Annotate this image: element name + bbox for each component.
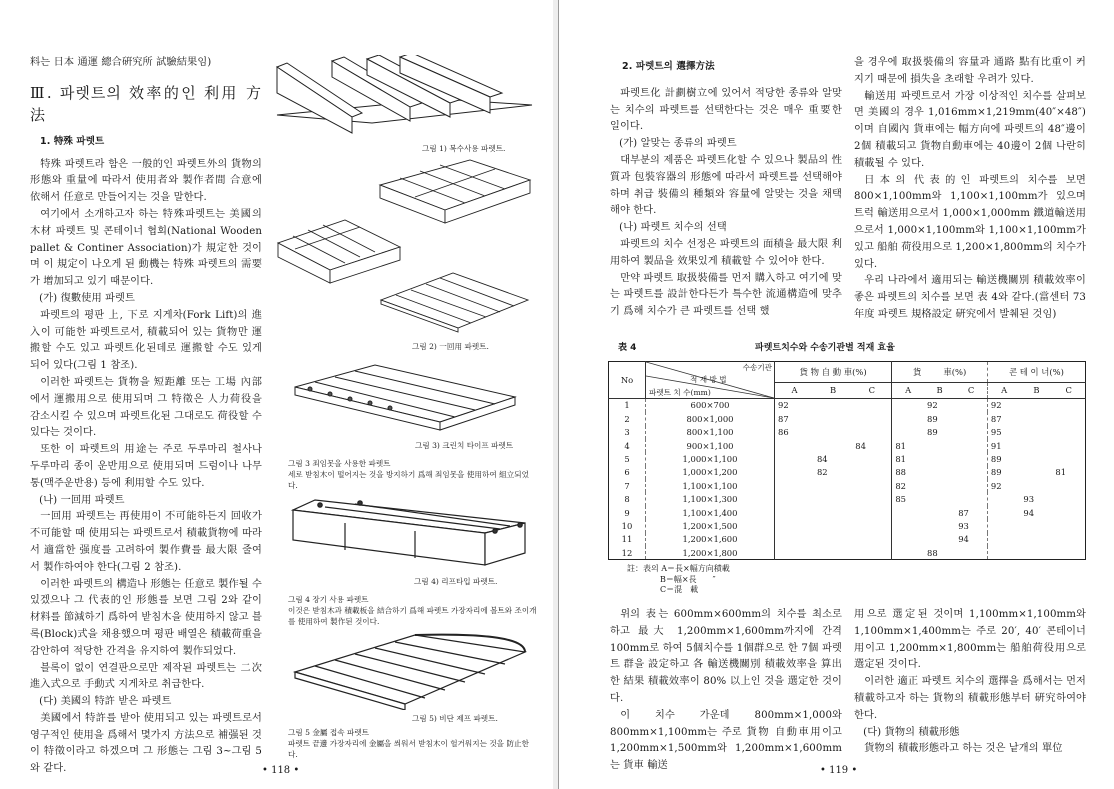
cell-efficiency [1052, 452, 1085, 465]
figure-3-caption: 그림 3) 크린치 타이프 파렛트 [415, 441, 514, 450]
cell-efficiency [955, 479, 987, 492]
figure-4-note-title: 그림 4 장기 사용 파렛트 [288, 595, 369, 604]
cell-efficiency [1020, 479, 1052, 492]
cell-efficiency: 81 [892, 439, 924, 452]
cell-no: 1 [624, 400, 630, 411]
figure-5-note [288, 727, 538, 760]
right-column-1-after-table [610, 607, 842, 775]
table-row [609, 439, 1086, 452]
figure-5-caption: 그림 5) 비단 제프 파렛트. [412, 714, 498, 723]
cell-no: 11 [621, 534, 633, 545]
cell-efficiency [852, 519, 892, 532]
paragraph: 美國에서 特許를 받아 使用되고 있는 파렛트로서 영구적인 使用을 爲해서 몇가지 方法으로 補强된 것이 特徵이라고 하겠으며 그 形態는 그림 3~그림 5와 같다. [30, 712, 262, 775]
cell-efficiency: 81 [1055, 467, 1067, 478]
paragraph: 輸送用 파렛트로서 가장 이상적인 치수를 살펴보면 美國의 경우 1,016mm×1,219mm(40″×48″)이며 自國內 貨車에는 幅方向에 파렛트의 48″邊이 2個 積載되고 貨物自動車에는 40邊이 2個 나란히 積載될 수 있다. [854, 90, 1086, 169]
cell-efficiency [1020, 452, 1052, 465]
subheader-a: A [775, 382, 814, 398]
cell-size: 800×1,000 [646, 412, 775, 425]
cell-no: 3 [624, 427, 630, 438]
cell-efficiency [924, 533, 955, 546]
cell-efficiency [1052, 439, 1085, 452]
cell-size: 1,000×1,200 [646, 466, 775, 479]
cell-efficiency: 92 [775, 398, 814, 412]
cell-size: 1,200×1,500 [646, 519, 775, 532]
header-pallet-size: 파렛트 치 수(mm) [649, 387, 711, 397]
cell-efficiency [814, 492, 852, 505]
right-column-1 [610, 55, 842, 321]
subheader-c: C [1052, 382, 1085, 398]
paragraph: 特殊 파렛트라 함은 一般的인 파렛트外의 貨物의 形態와 重量에 따라서 使用者와 製作者間 合意에 依해서 任意로 만들어지는 것을 말한다. [30, 158, 262, 204]
cell-efficiency [1020, 412, 1052, 425]
header-no: No [609, 361, 646, 398]
cell-efficiency [852, 506, 892, 519]
subheader-b: B [924, 382, 955, 398]
cell-no: 10 [621, 520, 633, 531]
cell-efficiency [955, 398, 987, 412]
cell-efficiency [892, 426, 924, 439]
cell-efficiency [775, 519, 814, 532]
header-transport: 수송기관 [742, 362, 772, 372]
cell-efficiency [1052, 398, 1085, 412]
cell-efficiency [852, 412, 892, 425]
cell-efficiency [1052, 479, 1085, 492]
cell-efficiency [1020, 533, 1052, 546]
cell-no: 9 [624, 507, 630, 518]
cell-efficiency: 92 [987, 479, 1020, 492]
cell-efficiency [955, 426, 987, 439]
cell-efficiency [955, 466, 987, 479]
cell-efficiency [892, 506, 924, 519]
left-text-column [30, 55, 262, 778]
paragraph: 위의 表는 600mm×600mm의 치수를 최소로 하고 最大 1,200mm×1,600mm까지에 간격 100mm로 하여 5個치수를 1個群으로 한 7個 파렛트 群을 設定하고 各 輸送機關別 積載效率을 算出한 結果 積載效率이 80% 以上인 것을 選定한 것이다. [610, 608, 842, 704]
cell-no: 4 [624, 440, 630, 451]
cell-no: 5 [624, 454, 630, 464]
cell-efficiency: 82 [892, 479, 924, 492]
cell-size: 1,100×1,300 [646, 492, 775, 505]
paragraph: 또한 이 파렛트의 用途는 주로 두루마리 철사나 두루마리 종이 운반用으로 使用되며 드럼이나 나무통(맥주운반용) 등에 利用할 수도 있다. [30, 444, 262, 489]
cell-efficiency [852, 426, 892, 439]
subheader-b: B [814, 382, 852, 398]
cell-efficiency: 93 [1023, 494, 1035, 505]
cell-efficiency [852, 492, 892, 505]
cell-efficiency: 91 [987, 439, 1020, 452]
figure-4-note-body: 이것은 받침木과 積載板을 結合하기 爲해 파렛트 가장자리에 볼트와 조이개를 使用하여 製作된 것이다. [288, 606, 537, 626]
page-number-right: • 119 • [820, 765, 858, 776]
right-column-2-after-table [854, 607, 1086, 758]
table-row [609, 492, 1086, 505]
note-b: B＝幅×長 ″ [660, 574, 716, 584]
cell-efficiency [775, 466, 814, 479]
cell-size: 1,200×1,600 [646, 533, 775, 546]
cell-efficiency [814, 519, 852, 532]
cell-efficiency [1052, 546, 1085, 560]
subheading: (가) 알맞는 종류의 파렛트 [619, 138, 737, 150]
table-body [609, 398, 1086, 560]
cell-efficiency: 87 [775, 412, 814, 425]
cell-efficiency [987, 519, 1020, 532]
cell-efficiency [1020, 426, 1052, 439]
cell-efficiency: 95 [987, 426, 1020, 439]
figure-3-note [288, 458, 538, 491]
cell-efficiency: 94 [1023, 507, 1035, 518]
cell-efficiency [1052, 426, 1085, 439]
cell-efficiency [852, 546, 892, 560]
cell-efficiency [1020, 546, 1052, 560]
table-notes [627, 564, 1086, 596]
cell-efficiency: 88 [892, 466, 924, 479]
table-row [609, 398, 1086, 412]
cell-size: 800×1,100 [646, 426, 775, 439]
cell-efficiency [1052, 519, 1085, 532]
cell-efficiency [892, 533, 924, 546]
paragraph: 여기에서 소개하고자 하는 特殊파렛트는 美國의 木材 파렛트 및 콘테이너 협회(National Wooden pallet & Continer Association)가 規定한 것이며 이 規定이 나오게 된 動機는 特殊 파렛트의 需要가 增加되고 있기 때문이다. [30, 208, 262, 288]
cell-efficiency: 89 [926, 413, 938, 424]
subheading: (나) 파렛트 치수의 선택 [619, 222, 727, 234]
header-truck: 貨 物 自 動 車(%) [775, 361, 892, 382]
cell-efficiency [987, 492, 1020, 505]
table-row [609, 506, 1086, 519]
left-page [0, 0, 553, 789]
subheader-b: B [1020, 382, 1052, 398]
table-row [609, 426, 1086, 439]
cell-efficiency [955, 452, 987, 465]
left-paragraphs [30, 157, 262, 778]
cell-efficiency: 84 [816, 454, 828, 464]
header-container: 콘 테 이 너(%) [987, 361, 1085, 382]
subheader-c: C [955, 382, 987, 398]
cell-efficiency [924, 439, 955, 452]
cell-efficiency [852, 398, 892, 412]
figure-4-long-use-pallet-illustration [285, 495, 535, 570]
paragraph: 파렛트의 평판 上, 下로 지게차(Fork Lift)의 進入이 可能한 파렛트로서, 積載되어 있는 貨物만 運搬할 수도 있고 파렛트化된데로 運搬할 수도 있게 되어 있다(그림 1 참조). [30, 309, 262, 372]
paragraph: 블록이 없이 연결판으로만 제작된 파렛트는 二次 進入式으로 手動式 지게차로 취급한다. [30, 662, 262, 691]
cell-efficiency [987, 533, 1020, 546]
cell-efficiency [814, 533, 852, 546]
cell-efficiency [775, 506, 814, 519]
cell-no: 6 [624, 467, 630, 478]
figure-4-note [288, 594, 538, 627]
cell-efficiency [955, 412, 987, 425]
cell-efficiency: 81 [892, 452, 924, 465]
paragraph: 이 치수 가운데 800mm×1,000와 800mm×1,100mm는 주로 貨物 自動車用이고 1,200mm×1,500mm와 1,200mm×1,600mm는 貨車 輸送 [610, 709, 842, 772]
cell-efficiency [852, 452, 892, 465]
subheader-a: A [892, 382, 924, 398]
cell-efficiency [1052, 412, 1085, 425]
section-heading: 1. 特殊 파렛트 [40, 135, 105, 147]
cell-size: 900×1,100 [646, 439, 775, 452]
cell-efficiency [955, 546, 987, 560]
paragraph: 이러한 適正 파렛트 치수의 選擇을 爲해서는 먼저 積載하고자 하는 貨物의 積載形態부터 硏究하여야 한다. [854, 676, 1086, 721]
paragraph: 대부분의 제품은 파렛트化할 수 있으나 製品의 性質과 包裝容器의 形態에 따라서 파렛트를 선택해야 하며 취급 裝備의 種類와 容量에 알맞는 것을 채택해야 한다. [610, 154, 842, 217]
header-loading-method: 적 재 방 법 [690, 374, 727, 384]
cell-efficiency [987, 506, 1020, 519]
right-column-2-after-paragraphs [854, 607, 1086, 758]
cell-efficiency [775, 439, 814, 452]
table-row [609, 412, 1086, 425]
figure-4-caption: 그림 4) 리프타입 파렛트. [414, 577, 498, 586]
cell-efficiency [775, 533, 814, 546]
pallet-efficiency-table [608, 361, 1086, 561]
note-a: 註：表의 A＝長×幅方向積載 [627, 564, 730, 574]
figure-5-note-body: 파렛트 끝邊 가장자리에 金屬을 씌워서 받침木이 헐거워지는 것을 防止한다. [288, 739, 529, 759]
table-label: 表 4 [618, 342, 637, 353]
cell-efficiency [1052, 506, 1085, 519]
cell-efficiency [924, 452, 955, 465]
intro-line: 料는 日本 通運 總合硏究所 試驗結果임) [30, 57, 212, 68]
cell-efficiency [852, 479, 892, 492]
cell-efficiency [924, 466, 955, 479]
cell-efficiency [1052, 533, 1085, 546]
right-page-content [610, 55, 1086, 775]
right-page [558, 0, 1114, 789]
cell-efficiency [892, 398, 924, 412]
cell-efficiency: 82 [816, 467, 828, 478]
right-column-2-paragraphs [854, 55, 1086, 324]
cell-efficiency [814, 479, 852, 492]
cell-no: 12 [621, 547, 633, 558]
paragraph: 이러한 파렛트는 貨物을 短距離 또는 工場 內部에서 運搬用으로 使用되며 그 特徵은 人力荷役을 감소시킬 수 있으며 파렛트化된 그대로도 荷役할 수 있다는 것이다. [30, 376, 262, 439]
table-row [609, 519, 1086, 532]
paragraph: 이러한 파렛트의 構造나 形態는 任意로 製作될 수 있겠으나 그 代表的인 形態를 보면 그림 2와 같이 材料를 節減하기 爲하여 받침木을 使用하지 않고 블록(Block)式을 채용했으며 평판 배열은 積載荷重을 감안하여 적당한 간격을 유지하여 製作되었다. [30, 578, 262, 657]
cell-efficiency: 86 [775, 426, 814, 439]
cell-efficiency [814, 439, 852, 452]
cell-efficiency: 89 [926, 427, 938, 438]
subheading: (가) 復數使用 파렛트 [39, 292, 135, 304]
cell-efficiency [814, 506, 852, 519]
subheading: (다) 美國의 特許 받은 파렛트 [39, 696, 172, 708]
figure-5-metal-edge-pallet-illustration [285, 632, 535, 710]
cell-no: 8 [624, 494, 630, 505]
figure-3-note-body: 세로 받침木이 떨어지는 것을 방지하기 爲해 죄임못을 使用하여 組立되었다. [288, 470, 529, 490]
cell-size: 600×700 [646, 398, 775, 412]
cell-efficiency [852, 466, 892, 479]
right-upper-columns [610, 55, 1086, 324]
cell-efficiency: 87 [958, 507, 969, 518]
paragraph: 貨物의 積載形態라고 하는 것은 낱개의 單位 [864, 743, 1063, 755]
cell-size: 1,200×1,800 [646, 546, 775, 560]
cell-size: 1,000×1,100 [646, 452, 775, 465]
figure-3-note-title: 그림 3 죄임못을 사용한 파렛트 [288, 459, 391, 468]
header-freight-car: 貨 車(%) [892, 361, 988, 382]
cell-efficiency [987, 546, 1020, 560]
cell-efficiency [1020, 439, 1052, 452]
cell-efficiency [892, 412, 924, 425]
table-heading [610, 341, 1086, 355]
cell-efficiency [814, 412, 852, 425]
paragraph: 우리 나라에서 適用되는 輸送機關別 積載效率이 좋은 파렛트의 치수를 보면 表 4와 같다.(當센터 73年度 파렛트 規格設定 硏究에서 발췌된 것임) [854, 275, 1086, 320]
paragraph: 日本의 代表的인 파렛트의 치수를 보면 800×1,100mm와 1,100×1,100mm가 있으며 트럭 輸送用으로서 1,000×1,000mm 鐵道輸送用으로서 1,000×1,100mm와 1,100×1,100mm가 있고 船舶 荷役用으로 1,200×1,800mm의 치수가 있다. [854, 174, 1086, 270]
table-row [609, 466, 1086, 479]
cell-efficiency: 88 [926, 547, 938, 558]
paragraph: 을 경우에 取扱裝備의 容量과 通路 點有比重이 커지기 때문에 損失을 초래할 우려가 있다. [854, 57, 1086, 85]
section-heading-2: 2. 파렛트의 選擇方法 [622, 61, 715, 72]
table-row [609, 533, 1086, 546]
cell-efficiency [775, 479, 814, 492]
cell-efficiency [814, 426, 852, 439]
paragraph: 一回用 파렛트는 再使用이 不可能하든지 回收가 不可能할 때 使用되는 파렛트로서 積載貨物에 따라서 適當한 强度를 고려하여 製作費를 最大限 줄여서 製作하여야 한다(그림 2 참조). [30, 511, 262, 573]
cell-efficiency: 94 [958, 534, 969, 545]
cell-efficiency [775, 492, 814, 505]
figure-1-caption: 그림 1) 복수사용 파렛트. [422, 144, 506, 153]
figure-1-pallet-illustration [272, 55, 537, 135]
cell-efficiency [955, 439, 987, 452]
subheading: (다) 貨物의 積載形態 [863, 726, 960, 738]
cell-efficiency [924, 506, 955, 519]
cell-no: 7 [624, 480, 630, 491]
table-block [610, 341, 1086, 596]
table-row [609, 479, 1086, 492]
subheader-a: A [987, 382, 1020, 398]
cell-efficiency [1020, 519, 1052, 532]
cell-efficiency: 89 [987, 452, 1020, 465]
cell-efficiency [892, 546, 924, 560]
page-number-left: • 118 • [262, 765, 300, 776]
cell-efficiency: 85 [892, 492, 924, 505]
table-row [609, 452, 1086, 465]
subheading: (나) 一回用 파렛트 [39, 494, 125, 506]
cell-efficiency [775, 546, 814, 560]
right-lower-columns [610, 607, 1086, 775]
chapter-heading: Ⅲ. 파렛트의 效率的인 利用 方法 [30, 83, 262, 124]
cell-size: 1,100×1,100 [646, 479, 775, 492]
header-diagonal [646, 361, 775, 398]
cell-efficiency [814, 398, 852, 412]
right-column-2 [854, 55, 1086, 324]
cell-efficiency: 93 [958, 520, 969, 531]
cell-efficiency: 87 [987, 412, 1020, 425]
cell-size: 1,100×1,400 [646, 506, 775, 519]
cell-efficiency: 92 [987, 398, 1020, 412]
cell-efficiency [1052, 492, 1085, 505]
figure-3-clinch-pallet-illustration [290, 362, 520, 432]
cell-efficiency [1020, 466, 1052, 479]
cell-efficiency [955, 492, 987, 505]
cell-efficiency [924, 479, 955, 492]
cell-efficiency [814, 546, 852, 560]
cell-efficiency: 84 [855, 440, 866, 451]
cell-efficiency: 89 [987, 466, 1020, 479]
cell-efficiency [924, 492, 955, 505]
right-column-1-paragraphs [610, 86, 842, 321]
cell-efficiency [852, 533, 892, 546]
note-c: C＝混 載 [660, 585, 699, 595]
cell-efficiency [775, 452, 814, 465]
table-row [609, 546, 1086, 560]
cell-efficiency [1020, 398, 1052, 412]
figure-2-caption: 그림 2) 一回用 파렛트. [412, 342, 489, 351]
cell-efficiency [924, 519, 955, 532]
cell-efficiency: 92 [926, 400, 938, 411]
paragraph: 만약 파렛트 取扱裝備를 먼저 購入하고 여기에 맞는 파렛트를 設計한다든가 특수한 流通構造에 맞추기 爲해 치수가 큰 파렛트를 선택 했 [610, 272, 842, 318]
figure-5-note-title: 그림 5 金屬 접속 파렛트 [288, 728, 370, 737]
cell-no: 2 [624, 413, 630, 424]
paragraph: 파렛트의 치수 선정은 파렛트의 面積을 最大限 利用하여 製品을 效果있게 積載할 수 있어야 한다. [610, 238, 842, 267]
table-title: 파렛트치수와 수송기관별 적재 효율 [755, 342, 895, 353]
cell-efficiency [892, 519, 924, 532]
subheader-c: C [852, 382, 892, 398]
right-column-1-after-paragraphs [610, 607, 842, 775]
figure-2-one-way-pallet-illustration [378, 270, 533, 335]
paragraph: 파렛트化 計劃樹立에 있어서 적당한 종류와 알맞는 치수의 파렛트를 선택한다는 것은 매우 重要한 일이다. [610, 87, 842, 133]
paragraph: 用으로 選定된 것이며 1,100mm×1,100mm와 1,100mm×1,400mm는 주로 20′, 40′ 콘테이너用이고 1,200mm×1,800mm는 船舶荷役用으로 選定된 것이다. [854, 608, 1086, 671]
